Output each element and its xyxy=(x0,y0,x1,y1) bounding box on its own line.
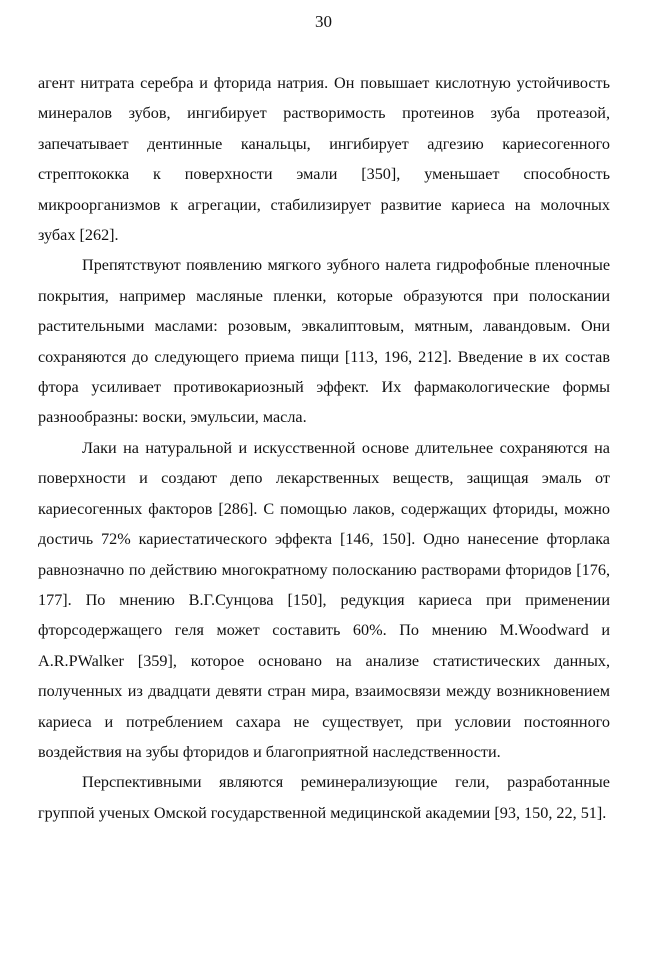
paragraph-3: Лаки на натуральной и искусственной основе длительнее сохраняются на поверхности и создают депо лекарственных веществ, защищая эмаль от кариесогенных факторов [286]. С помощью лаков, содержащих фториды, можно достичь 72% кариестатического эффекта [146, 150]. Одно нанесение фторлака равнозначно по действию многократному полосканию растворами фторидов [176, 177]. По мнению В.Г.Сунцова [150], редукция кариеса при применении фторсодержащего геля может составить 60%. По мнению M.Woodward и A.R.PWalker [359], которое основано на анализе статистических данных, полученных из двадцати девяти стран мира, взаимосвязи между возникновением кариеса и потреблением сахара не существует, при условии постоянного воздействия на зубы фторидов и благоприятной наследственности. xyxy=(38,438,610,761)
paragraph-1: агент нитрата серебра и фторида натрия. Он повышает кислотную устойчивость минералов зубов, ингибирует растворимость протеинов зуба протеазой, запечатывает дентинные канальцы, ингибирует адгезию кариесогенного стрептококка к поверхности эмали [350], уменьшает способность микроорганизмов к агрегации, стабилизирует развитие кариеса на молочных зубах [262]. xyxy=(38,74,610,245)
paragraph-2: Препятствуют появлению мягкого зубного налета гидрофобные пленочные покрытия, например масляные пленки, которые образуются при полоскании растительными маслами: розовым, эвкалиптовым, мятным, лавандовым. Они сохраняются до следующего приема пищи [113, 196, 212]. Введение в их состав фтора усиливает противокариозный эффект. Их фармакологические формы разнообразны: воски, эмульсии, масла. xyxy=(38,256,610,427)
paragraph-4: Перспективными являются реминерализующие гели, разработанные группой ученых Омской государственной медицинской академии [93, 150, 22, 51]. xyxy=(38,773,610,822)
page-number: 30 xyxy=(315,12,332,31)
document-body xyxy=(38,68,610,828)
